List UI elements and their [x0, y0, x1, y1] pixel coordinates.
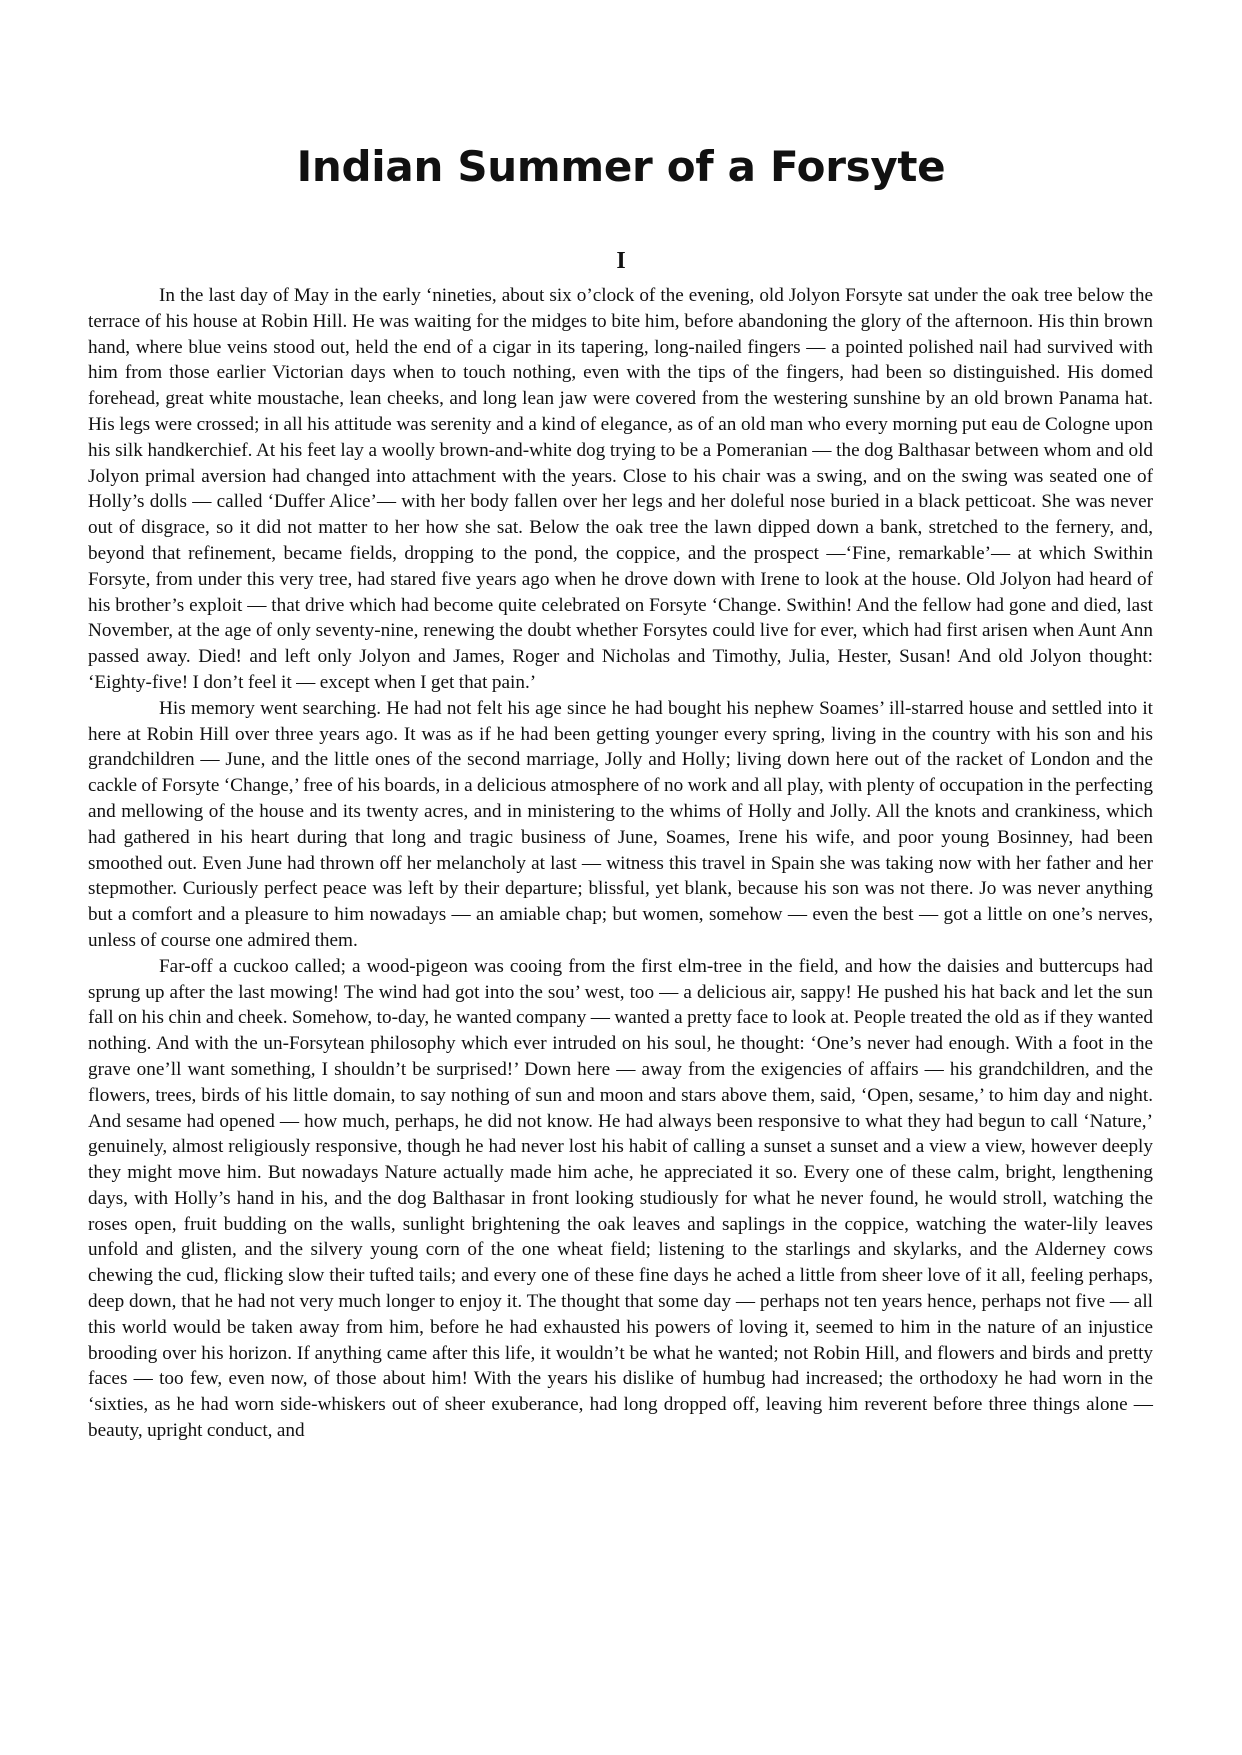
page-title: Indian Summer of a Forsyte	[296, 142, 946, 191]
chapter-heading: I	[616, 248, 626, 274]
paragraph: In the last day of May in the early ‘nineties, about six o’clock of the evening, old Jolyon Forsyte sat under the oak tree below the terrace of his house at Robin Hill. He was waiting for the midges to bite him, before abandoning the glory of the afternoon. His thin brown hand, where blue veins stood out, held the end of a cigar in its tapering, long-nailed fingers — a pointed polished nail had survived with him from those earlier Victorian days when to touch nothing, even with the tips of the fingers, had been so distinguished. His domed forehead, great white moustache, lean cheeks, and long lean jaw were covered from the westering sunshine by an old brown Panama hat. His legs were crossed; in all his attitude was serenity and a kind of elegance, as of an old man who every morning put eau de Cologne upon his silk handkerchief. At his feet lay a woolly brown-and-white dog trying to be a Pomeranian — the dog Balthasar between whom and old Jolyon primal aversion had changed into attachment with the years. Close to his chair was a swing, and on the swing was seated one of Holly’s dolls — called ‘Duffer Alice’— with her body fallen over her legs and her doleful nose buried in a black petticoat. She was never out of disgrace, so it did not matter to her how she sat. Below the oak tree the lawn dipped down a bank, stretched to the fernery, and, beyond that refinement, became fields, dropping to the pond, the coppice, and the prospect —‘Fine, remarkable’— at which Swithin Forsyte, from under this very tree, had stared five years ago when he drove down with Irene to look at the house. Old Jolyon had heard of his brother’s exploit — that drive which had become quite celebrated on Forsyte ‘Change. Swithin! And the fellow had gone and died, last November, at the age of only seventy-nine, renewing the doubt whether Forsytes could live for ever, which had first arisen when Aunt Ann passed away. Died! and left only Jolyon and James, Roger and Nicholas and Timothy, Julia, Hester, Susan! And old Jolyon thought: ‘Eighty-five! I don’t feel it — except when I get that pain.’	[88, 285, 1153, 693]
paragraph: Far-off a cuckoo called; a wood-pigeon was cooing from the first elm-tree in the field, and how the daisies and buttercups had sprung up after the last mowing! The wind had got into the sou’ west, too — a delicious air, sappy! He pushed his hat back and let the sun fall on his chin and cheek. Somehow, to-day, he wanted company — wanted a pretty face to look at. People treated the old as if they wanted nothing. And with the un-Forsytean philosophy which ever intruded on his soul, he thought: ‘One’s never had enough. With a foot in the grave one’ll want something, I shouldn’t be surprised!’ Down here — away from the exigencies of affairs — his grandchildren, and the flowers, trees, birds of his little domain, to say nothing of sun and moon and stars above them, said, ‘Open, sesame,’ to him day and night. And sesame had opened — how much, perhaps, he did not know. He had always been responsive to what they had begun to call ‘Nature,’ genuinely, almost religiously responsive, though he had never lost his habit of calling a sunset a sunset and a view a view, however deeply they might move him. But nowadays Nature actually made him ache, he appreciated it so. Every one of these calm, bright, lengthening days, with Holly’s hand in his, and the dog Balthasar in front looking studiously for what he never found, he would stroll, watching the roses open, fruit budding on the walls, sunlight brightening the oak leaves and saplings in the coppice, watching the water-lily leaves unfold and glisten, and the silvery young corn of the one wheat field; listening to the starlings and skylarks, and the Alderney cows chewing the cud, flicking slow their tufted tails; and every one of these fine days he ached a little from sheer love of it all, feeling perhaps, deep down, that he had not very much longer to enjoy it. The thought that some day — perhaps not ten years hence, perhaps not five — all this world would be taken away from him, before he had exhausted his powers of loving it, seemed to him in the nature of an injustice brooding over his horizon. If anything came after this life, it wouldn’t be what he wanted; not Robin Hill, and flowers and birds and pretty faces — too few, even now, of those about him! With the years his dislike of humbug had increased; the orthodoxy he had worn in the ‘sixties, as he had worn side-whiskers out of sheer exuberance, had long dropped off, leaving him reverent before three things alone — beauty, upright conduct, and	[88, 955, 1153, 1442]
paragraph: His memory went searching. He had not felt his age since he had bought his nephew Soames’ ill-starred house and settled into it here at Robin Hill over three years ago. It was as if he had been getting younger every spring, living in the country with his son and his grandchildren — June, and the little ones of the second marriage, Jolly and Holly; living down here out of the racket of London and the cackle of Forsyte ‘Change,’ free of his boards, in a delicious atmosphere of no work and all play, with plenty of occupation in the perfecting and mellowing of the house and its twenty acres, and in ministering to the whims of Holly and Jolly. All the knots and crankiness, which had gathered in his heart during that long and tragic business of June, Soames, Irene his wife, and poor young Bosinney, had been smoothed out. Even June had thrown off her melancholy at last — witness this travel in Spain she was taking now with her father and her stepmother. Curiously perfect peace was left by their departure; blissful, yet blank, because his son was not there. Jo was never anything but a comfort and a pleasure to him nowadays — an amiable chap; but women, somehow — even the best — got a little on one’s nerves, unless of course one admired them.	[88, 697, 1153, 951]
body-text	[88, 283, 1153, 1444]
